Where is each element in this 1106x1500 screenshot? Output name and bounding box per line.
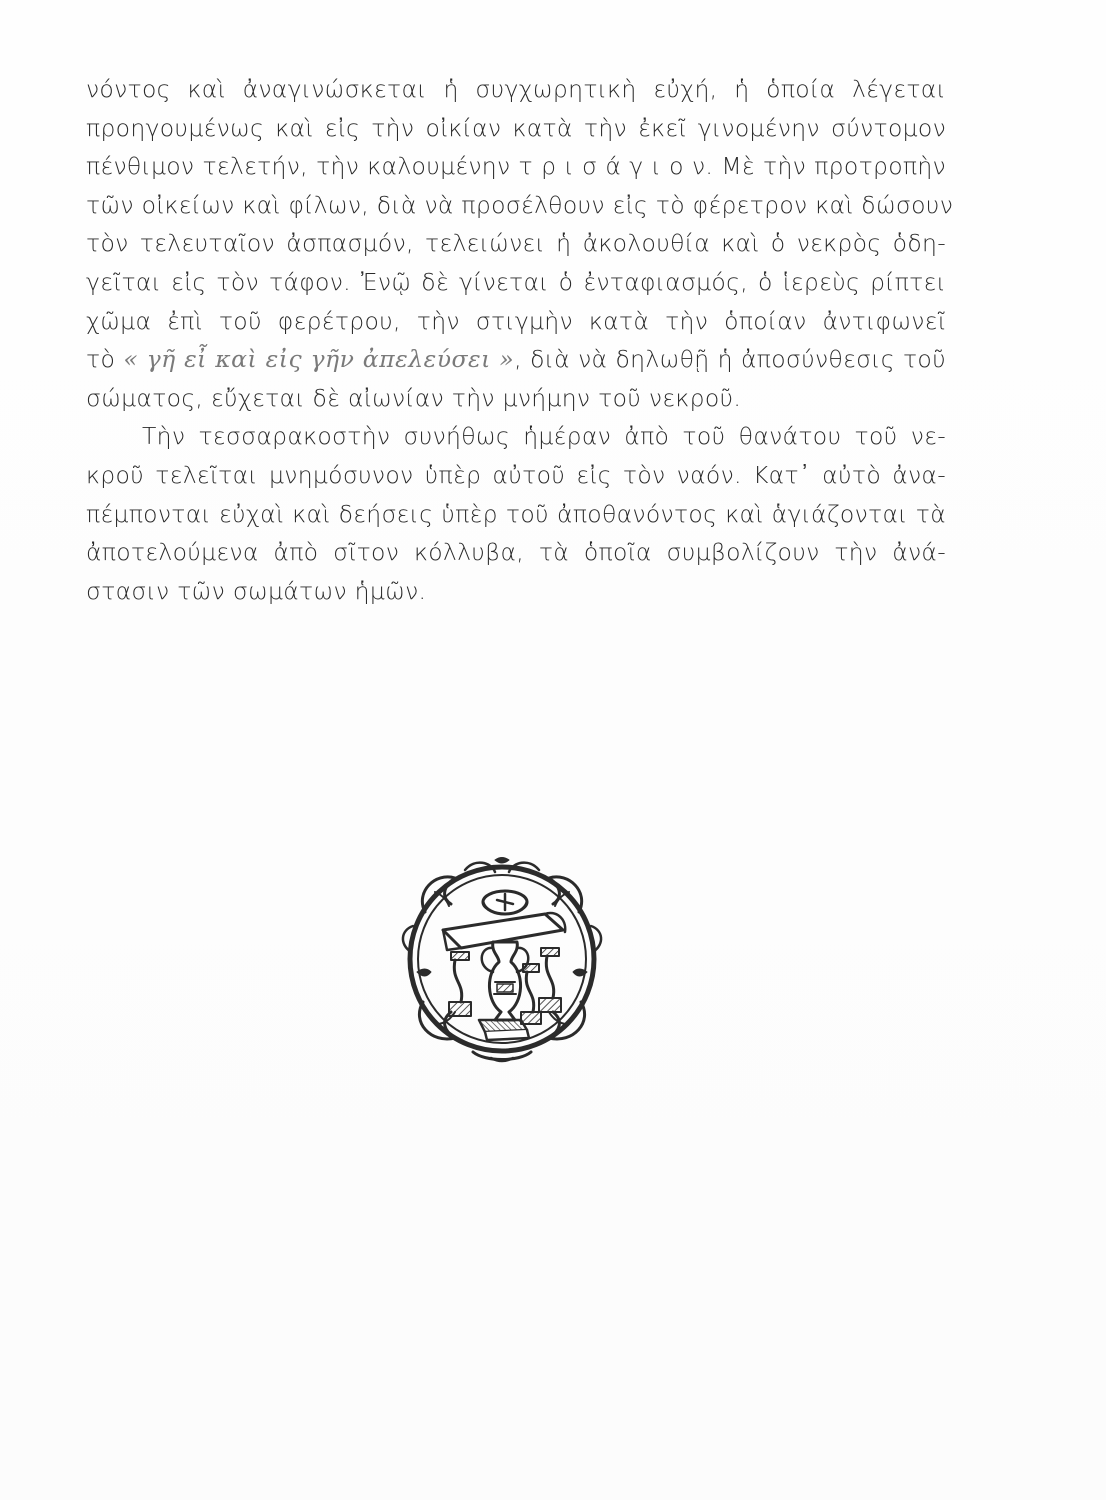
text-fragment: τὸ (86, 345, 124, 374)
text-line: προηγουμένως καὶ εἰς τὴν οἰκίαν κατὰ τὴν ἐκεῖ γινομένην σύντομον (86, 113, 946, 142)
memorial-vignette-icon (395, 852, 609, 1066)
text-line: κροῦ τελεῖται μνημόσυνον ὑπὲρ αὐτοῦ εἰς τὸν ναόν. Κατ᾽ αὐτὸ ἀνα- (86, 460, 946, 489)
text-line-with-quote (86, 340, 946, 379)
text-line: ἀποτελούμενα ἀπὸ σῖτον κόλλυβα, τὰ ὁποῖα συμβολίζουν τὴν ἀνά- (86, 538, 946, 567)
text-line: γεῖται εἰς τὸν τάφον. Ἐνῷ δὲ γίνεται ὁ ἐνταφιασμός, ὁ ἱερεὺς ρίπτει (86, 267, 946, 296)
text-line: τῶν οἰκείων καὶ φίλων, διὰ νὰ προσέλθουν εἰς τὸ φέρετρον καὶ δώσουν (86, 190, 954, 219)
text-line: πένθιμον τελετήν, τὴν καλουμένην τ ρ ι σ ά γ ι ο ν. Μὲ τὴν προτροπὴν (86, 152, 946, 181)
text-line: τὸν τελευταῖον ἀσπασμόν, τελειώνει ἡ ἀκολουθία καὶ ὁ νεκρὸς ὁδη- (86, 229, 946, 258)
text-line: πέμπονται εὐχαὶ καὶ δεήσεις ὑπὲρ τοῦ ἀποθανόντος καὶ ἁγιάζονται τὰ (86, 499, 946, 528)
paragraph-1 (86, 70, 954, 417)
paragraph-2 (86, 417, 946, 610)
text-line: σώματος, εὔχεται δὲ αἰωνίαν τὴν μνήμην τοῦ νεκροῦ. (86, 383, 742, 412)
text-line: νόντος καὶ ἀναγινώσκεται ἡ συγχωρητικὴ εὐχή, ἡ ὁποία λέγεται (86, 75, 946, 103)
text-line: χῶμα ἐπὶ τοῦ φερέτρου, τὴν στιγμὴν κατὰ τὴν ὁποίαν ἀντιφωνεῖ (86, 306, 946, 335)
scripture-quote: « γῆ εἶ καὶ εἰς γῆν ἀπελεύσει » (123, 345, 515, 374)
body-text (86, 70, 954, 610)
text-fragment: , διὰ νὰ δηλωθῇ ἡ ἀποσύνθεσις τοῦ (514, 345, 946, 374)
text-line: στασιν τῶν σωμάτων ἡμῶν. (86, 576, 427, 605)
text-line: Τὴν τεσσαρακοστὴν συνήθως ἡμέραν ἀπὸ τοῦ θανάτου τοῦ νε- (142, 422, 946, 451)
